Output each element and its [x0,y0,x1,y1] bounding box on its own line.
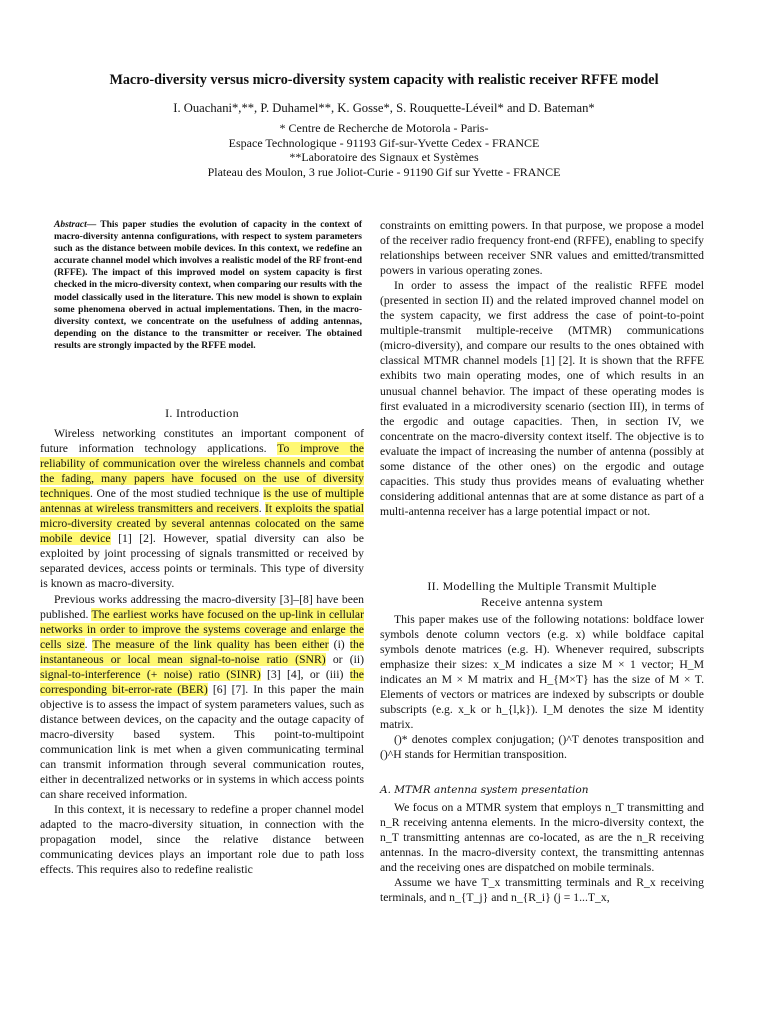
abstract-label: Abstract— [54,220,97,230]
paragraph [40,426,364,592]
right-column-body-notation [380,612,704,762]
text-span: . [258,502,265,516]
highlighted-text: The earliest works have focused on the up-link in cellular networks in order to improve the systems coverage and enlarge the cells size [40,607,364,651]
text-span: [6] [7]. In this paper the main objective is to assess the impact of system parameters values, such as distance between devices, on the capacity and the outage capacity of macro-diversity based system. This point-to-multipoint communication link is met when a given communicating terminal can transmit information through several communication routes, either in decentralized networks or in systems in which access points can share received information. [40,682,364,802]
paragraph: Assume we have T_x transmitting terminals and R_x receiving terminals, and n_{T_j} and n_{R_i} (j = 1...T_x, [380,876,704,905]
text-span: (i) [328,637,350,651]
affiliations [40,121,728,179]
text-span: . [84,637,93,651]
right-column-body-top [380,218,704,519]
paragraph: ()* denotes complex conjugation; ()^T denotes transposition and ()^H stands for Hermitian transposition. [380,733,704,762]
highlighted-text: The measure of the link quality has been either [92,637,329,651]
affiliation-line: * Centre de Recherche de Motorola - Paris- [279,121,489,135]
highlighted-text: signal-to-interference (+ noise) ratio (SINR) [40,667,261,681]
highlighted-text: It exploits the spatial micro-diversity created by several antennas colocated on the same mobile device [40,502,365,546]
abstract-text: This paper studies the evolution of capacity in the context of macro-diversity antenna configurations, with respect to system parameters such as the distance between mobile devices. In this context, we redefine an accurate channel model which involves a realistic model of the RF front-end (RFFE). The impact of this improved model on system capacity is first checked in the micro-diversity context, when comparing our results with the model classically used in the literature. This new model is shown to explain some phenomena oberved in actual implementations. Then, in the macro-diversity context, we concentrate on the usefulness of adding antennas, depending on the distance to the transmitter or receiver. The obtained results are strongly impacted by the RFFE model. [54,220,362,351]
highlighted-text: the instantaneous or local mean signal-to-noise ratio (SNR) [40,637,365,666]
highlighted-text: is the use of multiple antennas at wireless transmitters and receivers [40,487,364,516]
right-column-body-mtmr [380,800,704,905]
paragraph: constraints on emitting powers. In that purpose, we propose a model of the receiver radio frequency front-end (RFFE), enabling to specify relationships between receiver SNR values and emitted/transmitted powers in various operating zones. [380,219,704,278]
text-span: Wireless networking constitutes an important component of future information technology applications. [40,427,364,456]
paragraph: In order to assess the impact of the realistic RFFE model (presented in section II) and the related improved channel model on the system capacity, we first address the case of point-to-point multiple-transmit multiple-receive (MTMR) communications (micro-diversity), and compare our results to the ones obtained with classical MTMR channel models [1] [2]. It is shown that the RFFE exhibits two main operating modes, one of which results in an unusual channel behavior. The impact of these operating modes is first evaluated in a microdiversity scenario (section III), in terms of the ergodic and outage capacities. Then, in section IV, we concentrate on the macro-diversity context itself. The objective is to evaluate the impact of increasing the number of antenna (possibly at some distance of the other ones) on the ergodic and outage capacities. This study thus provides means of evaluating whether considering additional antennas that are at some distance as part of a multi-antenna receiver has a large potential impact or not. [380,279,704,518]
section-2-heading [380,578,704,610]
affiliation-line: Espace Technologique - 91193 Gif-sur-Yvette Cedex - FRANCE [228,135,540,150]
text-span: Previous works addressing the macro-diversity [3]–[8] have been published. [40,592,364,621]
affiliation-line: Plateau des Moulon, 3 rue Joliot-Curie - 91190 Gif sur Yvette - FRANCE [207,164,561,179]
text-span: . One of the most studied technique [89,487,264,501]
paper-authors: I. Ouachani*,**, P. Duhamel**, K. Gosse*, S. Rouquette-Léveil* and D. Bateman* [173,101,595,115]
subsection-a-heading: A. MTMR antenna system presentation [380,784,589,796]
text-span: [3] [4], or (iii) [260,667,350,681]
paper-title: Macro-diversity versus micro-diversity system capacity with realistic receiver RFFE model [109,72,659,88]
abstract [54,219,362,352]
highlighted-text: the corresponding bit-error-rate (BER) [40,667,364,696]
section-2-heading-line: Receive antenna system [481,595,603,609]
section-1-heading: I. Introduction [165,406,239,420]
paragraph: In this context, it is necessary to redefine a proper channel model adapted to the macro-diversity situation, in connection with the propagation model, since the relative distance between communicating devices plays an important role due to path loss effects. This requires also to redefine realistic [40,803,364,877]
left-column-body [40,426,364,877]
text-span: or (ii) [325,652,365,666]
paragraph [40,592,364,803]
paragraph: This paper makes use of the following notations: boldface lower symbols denote column vectors (e.g. x) while boldface capital symbols denote matrices (e.g. H). Whenever required, subscripts emphasize their sizes: x_M indicates a size M × 1 vector; H_M indicates an M × M matrix and H_{M×T} has the size of M × T. Elements of vectors or matrices are indexed by subscripts or double subscripts (e.g. x_k or h_{l,k}). I_M denotes the size M identity matrix. [380,613,704,732]
affiliation-line: **Laboratoire des Signaux et Systèmes [289,150,479,165]
paragraph: We focus on a MTMR system that employs n_T transmitting and n_R receiving antenna elements. In the micro-diversity context, the n_T transmitting antennas are co-located, as are the n_R receiving antennas. In the macro-diversity context, the transmitting antennas and the receiving ones are dispatched on mobile terminals. [380,801,704,875]
highlighted-text: To improve the reliability of communication over the wireless channels and combat the fading, many papers have focused on the use of diversity techniques [40,442,364,501]
section-2-heading-line: II. Modelling the Multiple Transmit Multiple [427,579,657,593]
text-span: [1] [2]. However, spatial diversity can also be exploited by joint processing of signals transmitted or received by separated devices, access points or terminals. This type of diversity is known as macro-diversity. [40,532,364,591]
